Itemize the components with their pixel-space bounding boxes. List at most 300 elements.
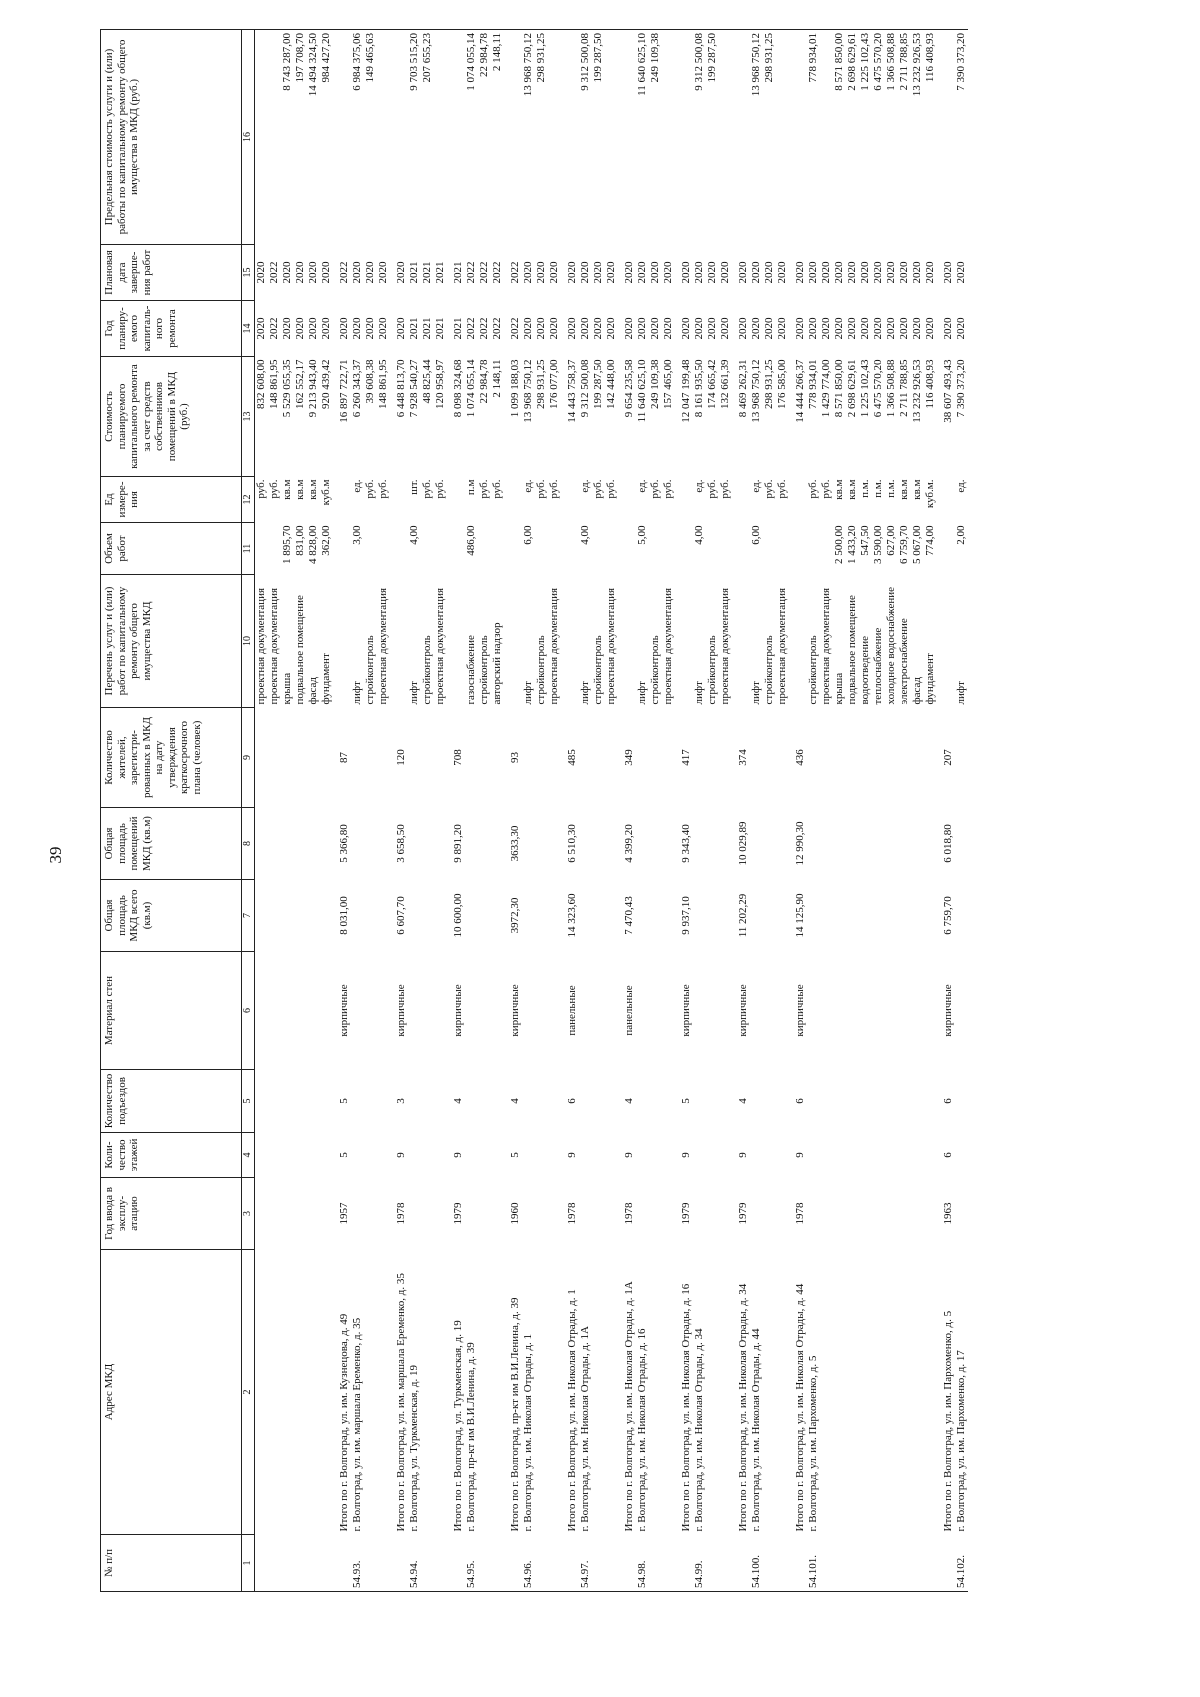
residents-cell — [859, 708, 872, 808]
residents-cell — [281, 708, 294, 808]
column-number-12: 12 — [242, 477, 255, 523]
wall-material-cell — [605, 952, 618, 1070]
column-header-4: Коли-чество этажей — [101, 1133, 242, 1178]
total-row — [937, 30, 955, 1592]
planned-date-cell: 2020 — [395, 261, 407, 284]
total-area-cell — [898, 880, 911, 952]
year-built-cell — [377, 1178, 390, 1250]
work-type-cell: стройконтроль — [763, 635, 775, 705]
year-built-cell — [535, 1178, 548, 1250]
row-number: 54.93. — [351, 1535, 364, 1592]
repair-year-cell: 2020 — [579, 317, 591, 340]
residents-cell — [807, 708, 820, 808]
unit-cell: ед. — [351, 479, 363, 493]
wall-material-cell — [911, 952, 924, 1070]
floors-cell — [592, 1133, 605, 1178]
repair-year-cell: 2020 — [662, 317, 674, 340]
volume-cell: 3 590,00 — [872, 525, 884, 564]
repair-year-cell: 2020 — [763, 317, 775, 340]
address-cell: Итого по г. Волгоград, ул. им. Кузнецова, д. 49 — [338, 1313, 350, 1532]
cost-cell: 778 934,01 — [807, 359, 819, 409]
work-type-cell: подвальное помещение — [294, 595, 306, 705]
residents-cell — [307, 708, 320, 808]
premises-area-cell — [522, 808, 535, 880]
volume-cell — [333, 523, 351, 575]
total-area-cell: 14 323,60 — [566, 893, 578, 938]
floors-cell — [307, 1133, 320, 1178]
wall-material-cell — [833, 952, 846, 1070]
premises-area-cell — [872, 808, 885, 880]
cost-cell: 120 958,97 — [434, 359, 446, 409]
wall-material-cell: кирпичные — [452, 984, 464, 1037]
work-type-cell: проектная документация — [377, 587, 389, 705]
table-row — [706, 30, 719, 1592]
unit-cell: кв.м — [898, 479, 910, 500]
premises-area-cell — [268, 808, 281, 880]
wall-material-cell: кирпичные — [509, 984, 521, 1037]
entrances-cell: 6 — [566, 1098, 578, 1104]
wall-material-cell — [465, 952, 478, 1070]
address-cell — [592, 1250, 605, 1535]
floors-cell — [294, 1133, 307, 1178]
volume-cell — [937, 523, 955, 575]
row-number — [719, 1535, 732, 1592]
volume-cell — [776, 523, 789, 575]
table-row — [636, 30, 649, 1592]
work-type-cell: стройконтроль — [706, 635, 718, 705]
row-number — [675, 1535, 693, 1592]
residents-cell — [872, 708, 885, 808]
unit-cell: руб. — [421, 479, 433, 499]
total-area-cell — [535, 880, 548, 952]
work-type-cell: проектная документация — [268, 587, 280, 705]
premises-area-cell — [548, 808, 561, 880]
repair-year-cell: 2022 — [465, 317, 477, 340]
residents-cell — [820, 708, 833, 808]
repair-year-cell: 2021 — [452, 317, 464, 340]
unit-cell — [937, 477, 955, 523]
repair-year-cell: 2021 — [421, 317, 433, 340]
year-built-cell — [294, 1178, 307, 1250]
residents-cell — [579, 708, 592, 808]
work-type-cell: электроснабжение — [898, 618, 910, 705]
limit-cost-cell: 9 312 500,08 — [693, 30, 706, 245]
total-area-cell — [776, 880, 789, 952]
row-number — [390, 1535, 408, 1592]
cost-cell: 176 585,00 — [776, 359, 788, 409]
work-type-cell: крыша — [833, 672, 845, 705]
unit-cell: руб. — [478, 479, 490, 499]
total-area-cell — [924, 880, 937, 952]
table-row — [846, 30, 859, 1592]
row-number — [885, 1535, 898, 1592]
planned-date-cell: 2020 — [807, 261, 819, 284]
planned-date-cell: 2020 — [693, 261, 705, 284]
cost-cell: 7 928 540,27 — [408, 359, 420, 418]
address-cell: г. Волгоград, ул. им. Николая Отрады, д. 44 — [750, 1328, 762, 1532]
limit-cost-cell: 8 743 287,00 — [281, 30, 294, 245]
planned-date-cell: 2020 — [750, 261, 762, 284]
year-built-cell — [649, 1178, 662, 1250]
year-built-cell — [719, 1178, 732, 1250]
column-number-7: 7 — [242, 880, 255, 952]
floors-cell: 6 — [942, 1152, 954, 1158]
entrances-cell — [693, 1070, 706, 1133]
entrances-cell — [706, 1070, 719, 1133]
limit-cost-cell: 199 287,50 — [592, 30, 605, 245]
premises-area-cell: 9 343,40 — [680, 824, 692, 863]
column-header-1: № п/п — [101, 1535, 242, 1592]
row-number — [789, 1535, 807, 1592]
year-built-cell — [807, 1178, 820, 1250]
wall-material-cell — [294, 952, 307, 1070]
unit-cell: кв.м — [911, 479, 923, 500]
residents-cell: 93 — [509, 752, 521, 763]
cost-cell: 9 654 235,58 — [623, 359, 635, 418]
unit-cell: руб. — [719, 479, 731, 499]
table-body — [255, 30, 969, 1592]
premises-area-cell — [706, 808, 719, 880]
floors-cell — [649, 1133, 662, 1178]
volume-cell: 2 500,00 — [833, 525, 845, 564]
entrances-cell — [872, 1070, 885, 1133]
row-number — [592, 1535, 605, 1592]
address-cell — [885, 1250, 898, 1535]
year-built-cell — [636, 1178, 649, 1250]
total-area-cell — [750, 880, 763, 952]
table-row — [320, 30, 333, 1592]
limit-cost-cell — [732, 30, 750, 245]
planned-date-cell: 2020 — [636, 261, 648, 284]
floors-cell: 9 — [623, 1152, 635, 1158]
unit-cell: кв.м — [833, 479, 845, 500]
work-type-cell: лифт — [351, 681, 363, 705]
volume-cell: 486,00 — [465, 525, 477, 556]
work-type-cell: стройконтроль — [364, 635, 376, 705]
cost-cell: 8 469 262,31 — [737, 359, 749, 418]
table-row — [872, 30, 885, 1592]
volume-cell — [732, 523, 750, 575]
volume-cell: 627,00 — [885, 525, 897, 556]
floors-cell — [377, 1133, 390, 1178]
floors-cell — [605, 1133, 618, 1178]
work-type-cell: стройконтроль — [807, 635, 819, 705]
row-number — [872, 1535, 885, 1592]
premises-area-cell: 10 029,89 — [737, 821, 749, 866]
table-row — [833, 30, 846, 1592]
column-number-8: 8 — [242, 808, 255, 880]
unit-cell: ед. — [693, 479, 705, 493]
residents-cell — [491, 708, 504, 808]
cost-cell: 9 312 500,08 — [579, 359, 591, 418]
floors-cell — [924, 1133, 937, 1178]
total-area-cell: 11 202,29 — [737, 893, 749, 938]
volume-cell — [618, 523, 636, 575]
planned-date-cell: 2020 — [592, 261, 604, 284]
row-number — [911, 1535, 924, 1592]
unit-cell: руб. — [255, 479, 267, 499]
floors-cell — [911, 1133, 924, 1178]
entrances-cell: 6 — [794, 1098, 806, 1104]
floors-cell — [465, 1133, 478, 1178]
repair-year-cell: 2021 — [434, 317, 446, 340]
entrances-cell: 4 — [452, 1098, 464, 1104]
repair-year-cell: 2020 — [294, 317, 306, 340]
residents-cell — [833, 708, 846, 808]
unit-cell — [789, 477, 807, 523]
limit-cost-cell: 199 287,50 — [706, 30, 719, 245]
wall-material-cell: кирпичные — [680, 984, 692, 1037]
volume-cell — [807, 523, 820, 575]
limit-cost-cell — [662, 30, 675, 245]
entrances-cell — [364, 1070, 377, 1133]
cost-cell: 14 444 266,37 — [794, 359, 806, 423]
row-number — [434, 1535, 447, 1592]
year-built-cell — [434, 1178, 447, 1250]
total-row — [675, 30, 693, 1592]
floors-cell — [859, 1133, 872, 1178]
cost-cell: 148 861,95 — [377, 359, 389, 409]
row-number — [535, 1535, 548, 1592]
volume-cell: 831,00 — [294, 525, 306, 556]
year-built-cell — [491, 1178, 504, 1250]
address-cell — [535, 1250, 548, 1535]
year-built-cell: 1978 — [623, 1202, 635, 1225]
floors-cell — [421, 1133, 434, 1178]
wall-material-cell — [307, 952, 320, 1070]
planned-date-cell: 2020 — [885, 261, 897, 284]
premises-area-cell — [465, 808, 478, 880]
wall-material-cell — [706, 952, 719, 1070]
floors-cell — [255, 1133, 269, 1178]
cost-cell: 162 552,17 — [294, 359, 306, 409]
entrances-cell — [820, 1070, 833, 1133]
planned-date-cell: 2020 — [320, 261, 332, 284]
floors-cell: 9 — [794, 1152, 806, 1158]
volume-cell — [548, 523, 561, 575]
repair-year-cell: 2020 — [636, 317, 648, 340]
year-built-cell — [307, 1178, 320, 1250]
planned-date-cell: 2020 — [377, 261, 389, 284]
limit-cost-cell: 207 655,23 — [421, 30, 434, 245]
year-built-cell: 1978 — [566, 1202, 578, 1225]
wall-material-cell — [478, 952, 491, 1070]
volume-cell — [255, 523, 269, 575]
total-area-cell — [911, 880, 924, 952]
repair-year-cell: 2020 — [649, 317, 661, 340]
premises-area-cell — [294, 808, 307, 880]
premises-area-cell — [421, 808, 434, 880]
work-type-cell: фасад — [911, 676, 923, 705]
unit-cell: руб. — [548, 479, 560, 499]
planned-date-cell: 2020 — [820, 261, 832, 284]
unit-cell: руб. — [377, 479, 389, 499]
total-area-cell — [833, 880, 846, 952]
residents-cell — [592, 708, 605, 808]
column-number-11: 11 — [242, 523, 255, 575]
cost-cell: 5 529 055,35 — [281, 359, 293, 418]
entrances-cell: 5 — [680, 1098, 692, 1104]
address-cell: г. Волгоград, ул. им. Николая Отрады, д. 1А — [579, 1326, 591, 1532]
cost-cell: 1 225 102,43 — [859, 359, 871, 418]
unit-cell: п.м. — [859, 479, 871, 498]
address-cell: Итого по г. Волгоград, ул. им. Николая Отрады, д. 1А — [623, 1281, 635, 1532]
table-row — [491, 30, 504, 1592]
floors-cell — [776, 1133, 789, 1178]
wall-material-cell: кирпичные — [737, 984, 749, 1037]
entrances-cell — [351, 1070, 364, 1133]
volume-cell — [675, 523, 693, 575]
repair-year-cell: 2020 — [807, 317, 819, 340]
wall-material-cell — [719, 952, 732, 1070]
repair-year-cell: 2020 — [820, 317, 832, 340]
volume-cell: 6,00 — [750, 525, 762, 545]
residents-cell — [885, 708, 898, 808]
work-type-cell: проектная документация — [776, 587, 788, 705]
row-number — [732, 1535, 750, 1592]
cost-cell: 22 984,78 — [478, 359, 490, 404]
address-cell — [434, 1250, 447, 1535]
unit-cell: ед. — [579, 479, 591, 493]
floors-cell — [719, 1133, 732, 1178]
wall-material-cell — [662, 952, 675, 1070]
floors-cell — [268, 1133, 281, 1178]
unit-cell: руб. — [820, 479, 832, 499]
floors-cell — [706, 1133, 719, 1178]
repair-year-cell: 2022 — [268, 317, 280, 340]
premises-area-cell: 6 018,80 — [942, 824, 954, 863]
residents-cell — [898, 708, 911, 808]
total-area-cell — [548, 880, 561, 952]
table-row — [898, 30, 911, 1592]
limit-cost-cell: 149 465,63 — [364, 30, 377, 245]
premises-area-cell — [807, 808, 820, 880]
premises-area-cell — [763, 808, 776, 880]
year-built-cell: 1978 — [395, 1202, 407, 1225]
wall-material-cell — [281, 952, 294, 1070]
repair-year-cell: 2020 — [859, 317, 871, 340]
unit-cell: п.м. — [872, 479, 884, 498]
premises-area-cell — [408, 808, 421, 880]
planned-date-cell: 2020 — [846, 261, 858, 284]
row-number: 54.97. — [579, 1535, 592, 1592]
limit-cost-cell — [937, 30, 955, 245]
table-row — [281, 30, 294, 1592]
limit-cost-cell — [504, 30, 522, 245]
work-type-cell: стройконтроль — [592, 635, 604, 705]
volume-cell — [789, 523, 807, 575]
table-row — [294, 30, 307, 1592]
wall-material-cell — [955, 952, 968, 1070]
limit-cost-cell: 984 427,20 — [320, 30, 333, 245]
row-number — [421, 1535, 434, 1592]
repair-year-cell: 2020 — [592, 317, 604, 340]
floors-cell — [885, 1133, 898, 1178]
year-built-cell — [320, 1178, 333, 1250]
planned-date-cell: 2020 — [281, 261, 293, 284]
column-number-5: 5 — [242, 1070, 255, 1133]
cost-cell: 6 448 813,70 — [395, 359, 407, 418]
repair-year-cell: 2020 — [377, 317, 389, 340]
year-built-cell: 1979 — [452, 1202, 464, 1225]
floors-cell: 9 — [566, 1152, 578, 1158]
volume-cell — [447, 523, 465, 575]
floors-cell — [693, 1133, 706, 1178]
column-number-4: 4 — [242, 1133, 255, 1178]
floors-cell — [579, 1133, 592, 1178]
row-number — [281, 1535, 294, 1592]
cost-cell: 38 607 493,43 — [942, 359, 954, 423]
column-header-16: Предельная стоимость услуги и (или) работы по капитальному ремонту общего имущества в МКД (руб.) — [101, 30, 242, 245]
year-built-cell — [846, 1178, 859, 1250]
premises-area-cell — [885, 808, 898, 880]
residents-cell: 417 — [680, 749, 692, 766]
row-number — [504, 1535, 522, 1592]
row-number: 54.98. — [636, 1535, 649, 1592]
wall-material-cell — [872, 952, 885, 1070]
row-number: 54.99. — [693, 1535, 706, 1592]
row-number — [859, 1535, 872, 1592]
year-built-cell — [662, 1178, 675, 1250]
year-built-cell — [693, 1178, 706, 1250]
entrances-cell: 4 — [623, 1098, 635, 1104]
entrances-cell — [320, 1070, 333, 1133]
year-built-cell: 1963 — [942, 1202, 954, 1225]
limit-cost-cell — [776, 30, 789, 245]
unit-cell — [732, 477, 750, 523]
address-cell — [268, 1250, 281, 1535]
premises-area-cell: 12 990,30 — [794, 821, 806, 866]
wall-material-cell — [522, 952, 535, 1070]
planned-date-cell: 2020 — [255, 261, 267, 284]
unit-cell: п.м — [465, 479, 477, 496]
entrances-cell — [859, 1070, 872, 1133]
row-number — [776, 1535, 789, 1592]
floors-cell — [750, 1133, 763, 1178]
unit-cell — [333, 477, 351, 523]
floors-cell — [846, 1133, 859, 1178]
total-area-cell: 6 759,70 — [942, 896, 954, 935]
planned-date-cell: 2020 — [763, 261, 775, 284]
volume-cell — [268, 523, 281, 575]
unit-cell: руб. — [763, 479, 775, 499]
planned-date-cell: 2022 — [478, 261, 490, 284]
entrances-cell: 3 — [395, 1098, 407, 1104]
address-cell — [320, 1250, 333, 1535]
total-area-cell: 10 600,00 — [452, 893, 464, 938]
row-number — [364, 1535, 377, 1592]
cost-cell: 174 665,42 — [706, 359, 718, 409]
table-header — [101, 30, 255, 1592]
table-row — [911, 30, 924, 1592]
work-type-cell: проектная документация — [255, 587, 267, 705]
cost-cell: 13 968 750,12 — [522, 359, 534, 423]
entrances-cell — [377, 1070, 390, 1133]
residents-cell — [693, 708, 706, 808]
column-header-5: Количество подъездов — [101, 1070, 242, 1133]
year-built-cell — [522, 1178, 535, 1250]
floors-cell — [833, 1133, 846, 1178]
premises-area-cell: 9 891,20 — [452, 824, 464, 863]
floors-cell: 9 — [737, 1152, 749, 1158]
repair-year-cell: 2020 — [281, 317, 293, 340]
year-built-cell — [898, 1178, 911, 1250]
row-number — [820, 1535, 833, 1592]
row-number — [706, 1535, 719, 1592]
row-number — [333, 1535, 351, 1592]
entrances-cell — [636, 1070, 649, 1133]
unit-cell — [618, 477, 636, 523]
